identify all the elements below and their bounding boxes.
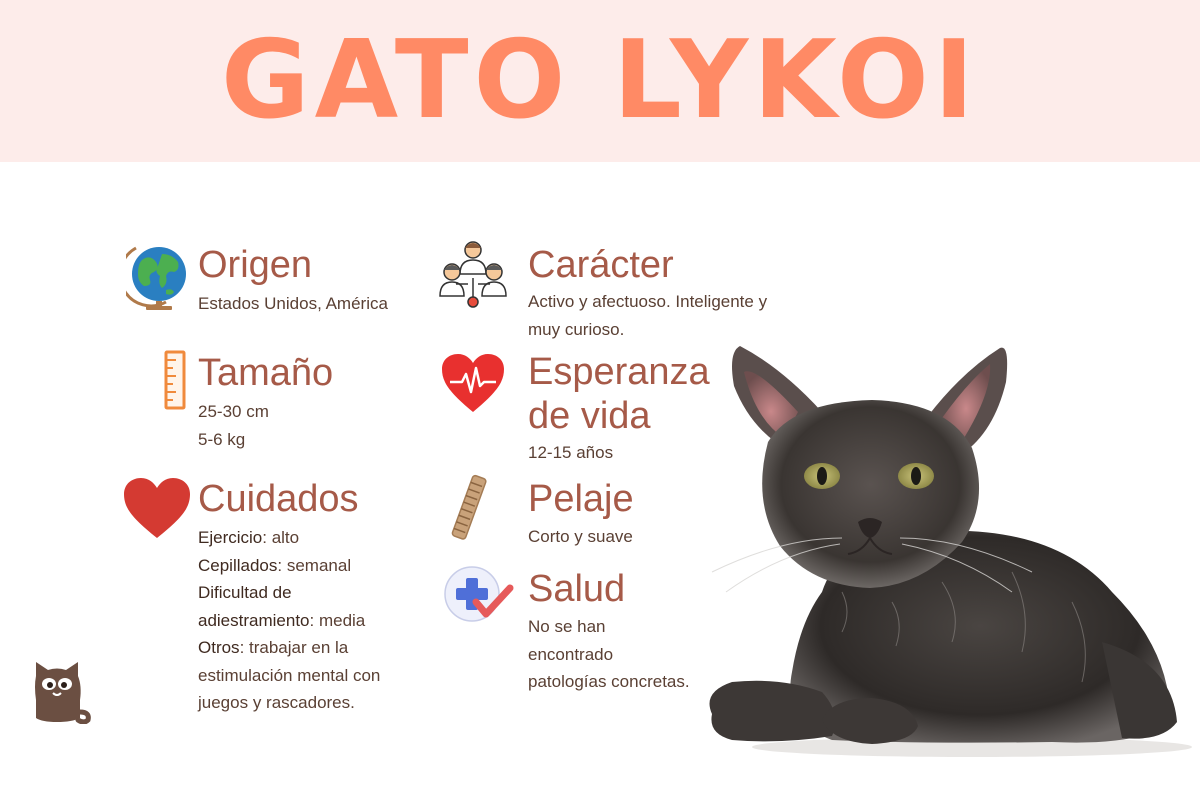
esperanza-text: 12-15 años [528,443,614,462]
page-title: GATO LYKOI [221,18,979,143]
cuidados-heading: Cuidados [198,478,359,520]
health-check-icon [442,564,514,624]
pelaje-heading: Pelaje [528,478,634,520]
brand-cat-logo [32,660,92,724]
caracter-heading: Carácter [528,244,674,286]
globe-icon [126,240,190,312]
salud-heading: Salud [528,568,626,610]
header-banner [0,0,1200,162]
tamano-heading: Tamaño [198,352,334,394]
cuidados-text: Ejercicio: alto Cepillados: semanal Dificultad de adiestramiento: media Otros: trabajar en la estimulación mental con juegos y rascadores. [198,524,380,717]
cuidados-item-adiestramiento: adiestramiento: media [198,610,366,630]
heart-icon [122,476,192,540]
tamano-text: 25-30 cm 5-6 kg [198,402,269,449]
pelaje-text: Corto y suave [528,527,633,546]
caracter-text: Activo y afectuoso. Inteligente y muy curioso. [528,292,768,339]
heartbeat-icon [440,352,506,414]
ruler-icon [164,350,188,410]
cuidados-item-cepillados: Cepillados: semanal [198,555,352,575]
esperanza-heading-line-1: Esperanza [528,351,710,393]
people-icon [438,240,508,310]
cuidados-item-ejercicio: Ejercicio: alto [198,528,300,547]
cuidados-item-otros: Otros: trabajar en la [198,638,349,657]
origen-text: Estados Unidos, América [198,294,388,313]
cuidados-item-dificultad: Dificultad de [198,583,292,602]
lykoi-cat-photo [672,342,1192,762]
esperanza-heading-line-2: de vida [528,395,651,437]
comb-icon [444,474,498,542]
salud-text: No se han encontrado patologías concretas. [528,617,690,691]
origen-heading: Origen [198,244,313,286]
